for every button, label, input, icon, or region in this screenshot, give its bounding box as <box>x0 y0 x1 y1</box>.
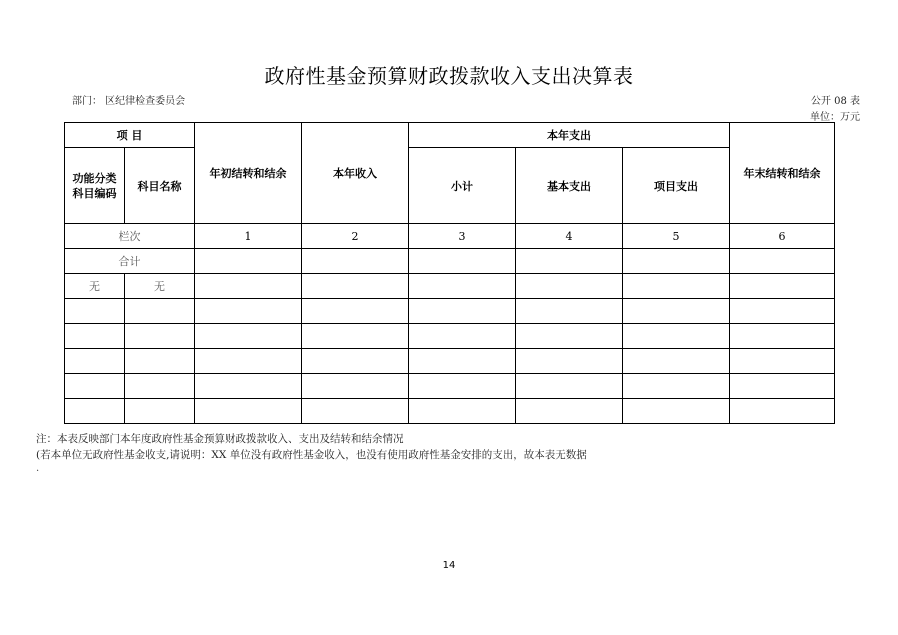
col-number: 1 <box>195 224 302 249</box>
table-cell <box>730 249 835 274</box>
department-label: 部门： 区纪律检查委员会 <box>72 96 186 107</box>
total-row <box>65 249 835 274</box>
table-cell <box>516 274 623 299</box>
table-cell <box>730 274 835 299</box>
unit-label: 单位：万元 <box>810 112 860 123</box>
empty-row <box>65 374 835 399</box>
empty-row <box>65 299 835 324</box>
header-end-balance: 年末结转和结余 <box>730 123 835 224</box>
header-begin-balance: 年初结转和结余 <box>195 123 302 224</box>
empty-row <box>65 324 835 349</box>
empty-row <box>65 349 835 374</box>
table-cell <box>195 274 302 299</box>
header-current-expense: 本年支出 <box>409 123 730 148</box>
header-item: 项 目 <box>65 123 195 148</box>
table-cell <box>623 274 730 299</box>
header-subtotal: 小计 <box>409 148 516 224</box>
subject-name-cell: 无 <box>125 274 195 299</box>
table-row <box>65 274 835 299</box>
table-cell <box>409 249 516 274</box>
total-label: 合计 <box>65 249 195 274</box>
table-cell <box>302 274 409 299</box>
empty-row <box>65 399 835 424</box>
table-cell <box>623 249 730 274</box>
func-code-cell: 无 <box>65 274 125 299</box>
trailing-mark: . <box>36 463 40 474</box>
table-cell <box>302 249 409 274</box>
fund-budget-table <box>64 122 835 424</box>
note-line-2: (若本单位无政府性基金收支,请说明：XX 单位没有政府性基金收入，也没有使用政府性基金安排的支出，故本表无数据 <box>36 449 587 461</box>
col-number: 4 <box>516 224 623 249</box>
table-cell <box>409 274 516 299</box>
page-number: 14 <box>442 560 456 571</box>
table-cell <box>516 249 623 274</box>
col-number: 6 <box>730 224 835 249</box>
row-index-label: 栏次 <box>65 224 195 249</box>
col-number: 3 <box>409 224 516 249</box>
table-code: 公开 08 表 <box>810 96 860 107</box>
table-cell <box>195 249 302 274</box>
header-income: 本年收入 <box>302 123 409 224</box>
note-line-1: 注：本表反映部门本年度政府性基金预算财政拨款收入、支出及结转和结余情况 <box>36 433 404 445</box>
header-subject-name: 科目名称 <box>125 148 195 224</box>
header-basic: 基本支出 <box>516 148 623 224</box>
header-project: 项目支出 <box>623 148 730 224</box>
header-func-code: 功能分类科目编码 <box>65 148 125 224</box>
col-number: 5 <box>623 224 730 249</box>
report-title: 政府性基金预算财政拨款收入支出决算表 <box>264 64 634 88</box>
index-row <box>65 224 835 249</box>
col-number: 2 <box>302 224 409 249</box>
